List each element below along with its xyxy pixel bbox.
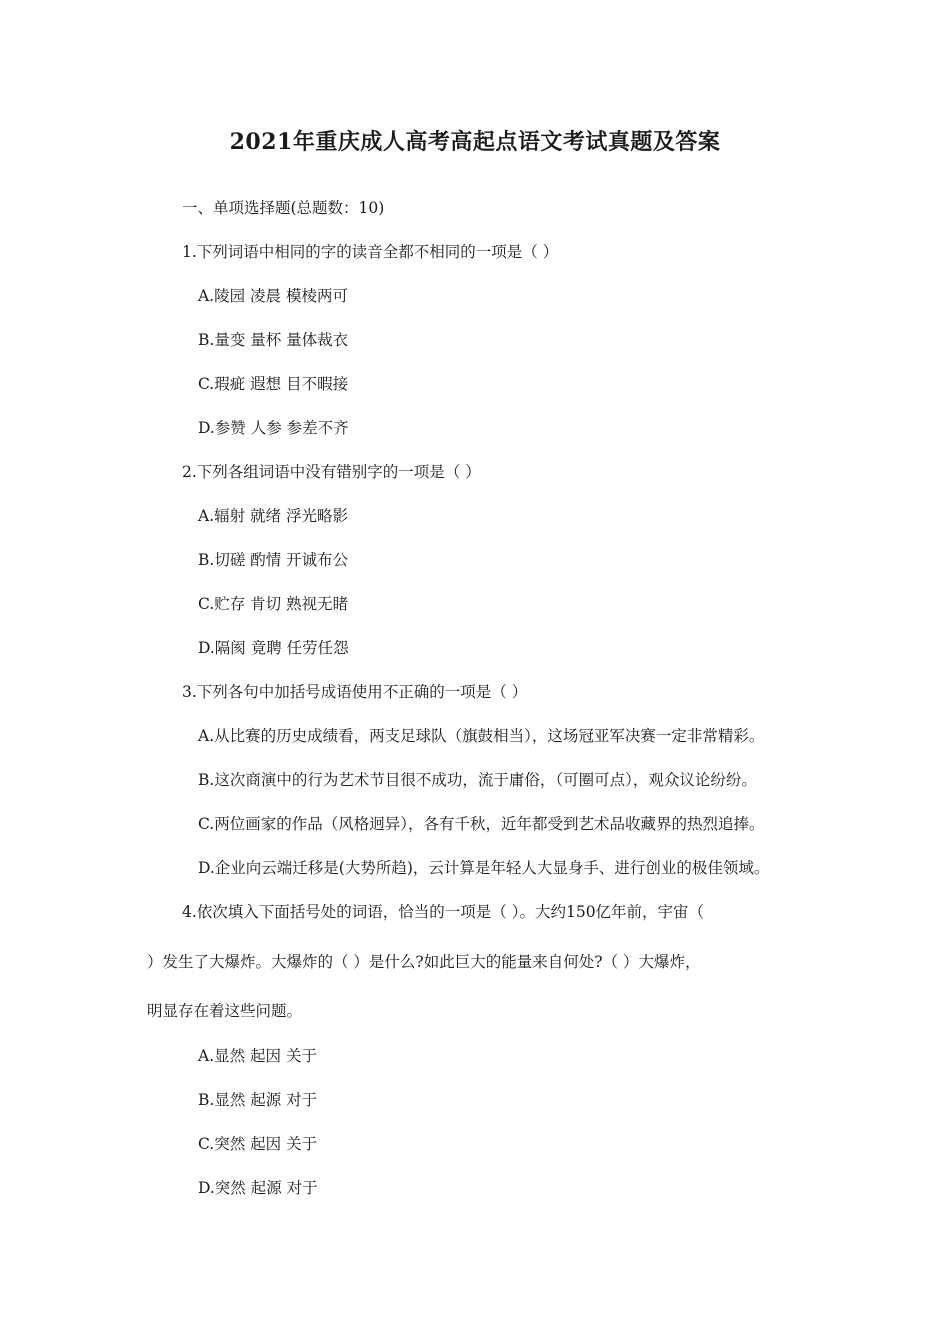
question-3-option-c: C.两位画家的作品（风格迥异），各有千秋，近年都受到艺术品收藏界的热烈追捧。	[198, 815, 765, 833]
question-3-option-d: D.企业向云端迁移是(大势所趋)，云计算是年轻人大显身手、进行创业的极佳领域。	[198, 859, 770, 877]
question-4-stem-line-1: 4.依次填入下面括号处的词语，恰当的一项是（ ）。大约150亿年前，宇宙（	[182, 903, 705, 921]
question-2-option-a: A.辐射 就绪 浮光略影	[198, 507, 348, 525]
question-1-option-b: B.量变 量杯 量体裁衣	[198, 331, 349, 349]
question-4-option-c: C.突然 起因 关于	[198, 1135, 318, 1153]
question-3-option-b: B.这次商演中的行为艺术节目很不成功，流于庸俗，（可圈可点），观众议论纷纷。	[198, 771, 757, 789]
question-2-option-c: C.贮存 肯切 熟视无睹	[198, 595, 349, 613]
question-4-stem-line-3: 明显存在着这些问题。	[147, 1002, 303, 1020]
question-1-stem: 1.下列词语中相同的字的读音全都不相同的一项是（ ）	[182, 243, 559, 261]
question-2-option-d: D.隔阂 竟聘 任劳任怨	[198, 639, 349, 657]
question-4-option-b: B.显然 起源 对于	[198, 1091, 318, 1109]
question-4-stem-line-2: ）发生了大爆炸。大爆炸的（ ）是什么?如此巨大的能量来自何处?（ ）大爆炸，	[147, 953, 701, 971]
question-4-option-a: A.显然 起因 关于	[198, 1047, 317, 1065]
question-1-option-d: D.参赞 人参 参差不齐	[198, 419, 349, 437]
section-heading: 一、单项选择题(总题数：10)	[182, 199, 385, 217]
question-4-option-d: D.突然 起源 对于	[198, 1179, 318, 1197]
question-3-option-a: A.从比赛的历史成绩看，两支足球队（旗鼓相当），这场冠亚军决赛一定非常精彩。	[198, 727, 765, 745]
document-title: 2021年重庆成人高考高起点语文考试真题及答案	[229, 129, 721, 155]
question-2-stem: 2.下列各组词语中没有错别字的一项是（ ）	[182, 463, 481, 481]
question-1-option-a: A.陵园 凌晨 模棱两可	[198, 287, 348, 305]
question-1-option-c: C.瑕疵 遐想 目不暇接	[198, 375, 349, 393]
question-3-stem: 3.下列各句中加括号成语使用不正确的一项是（ ）	[182, 683, 528, 701]
question-2-option-b: B.切磋 酌情 开诚布公	[198, 551, 349, 569]
